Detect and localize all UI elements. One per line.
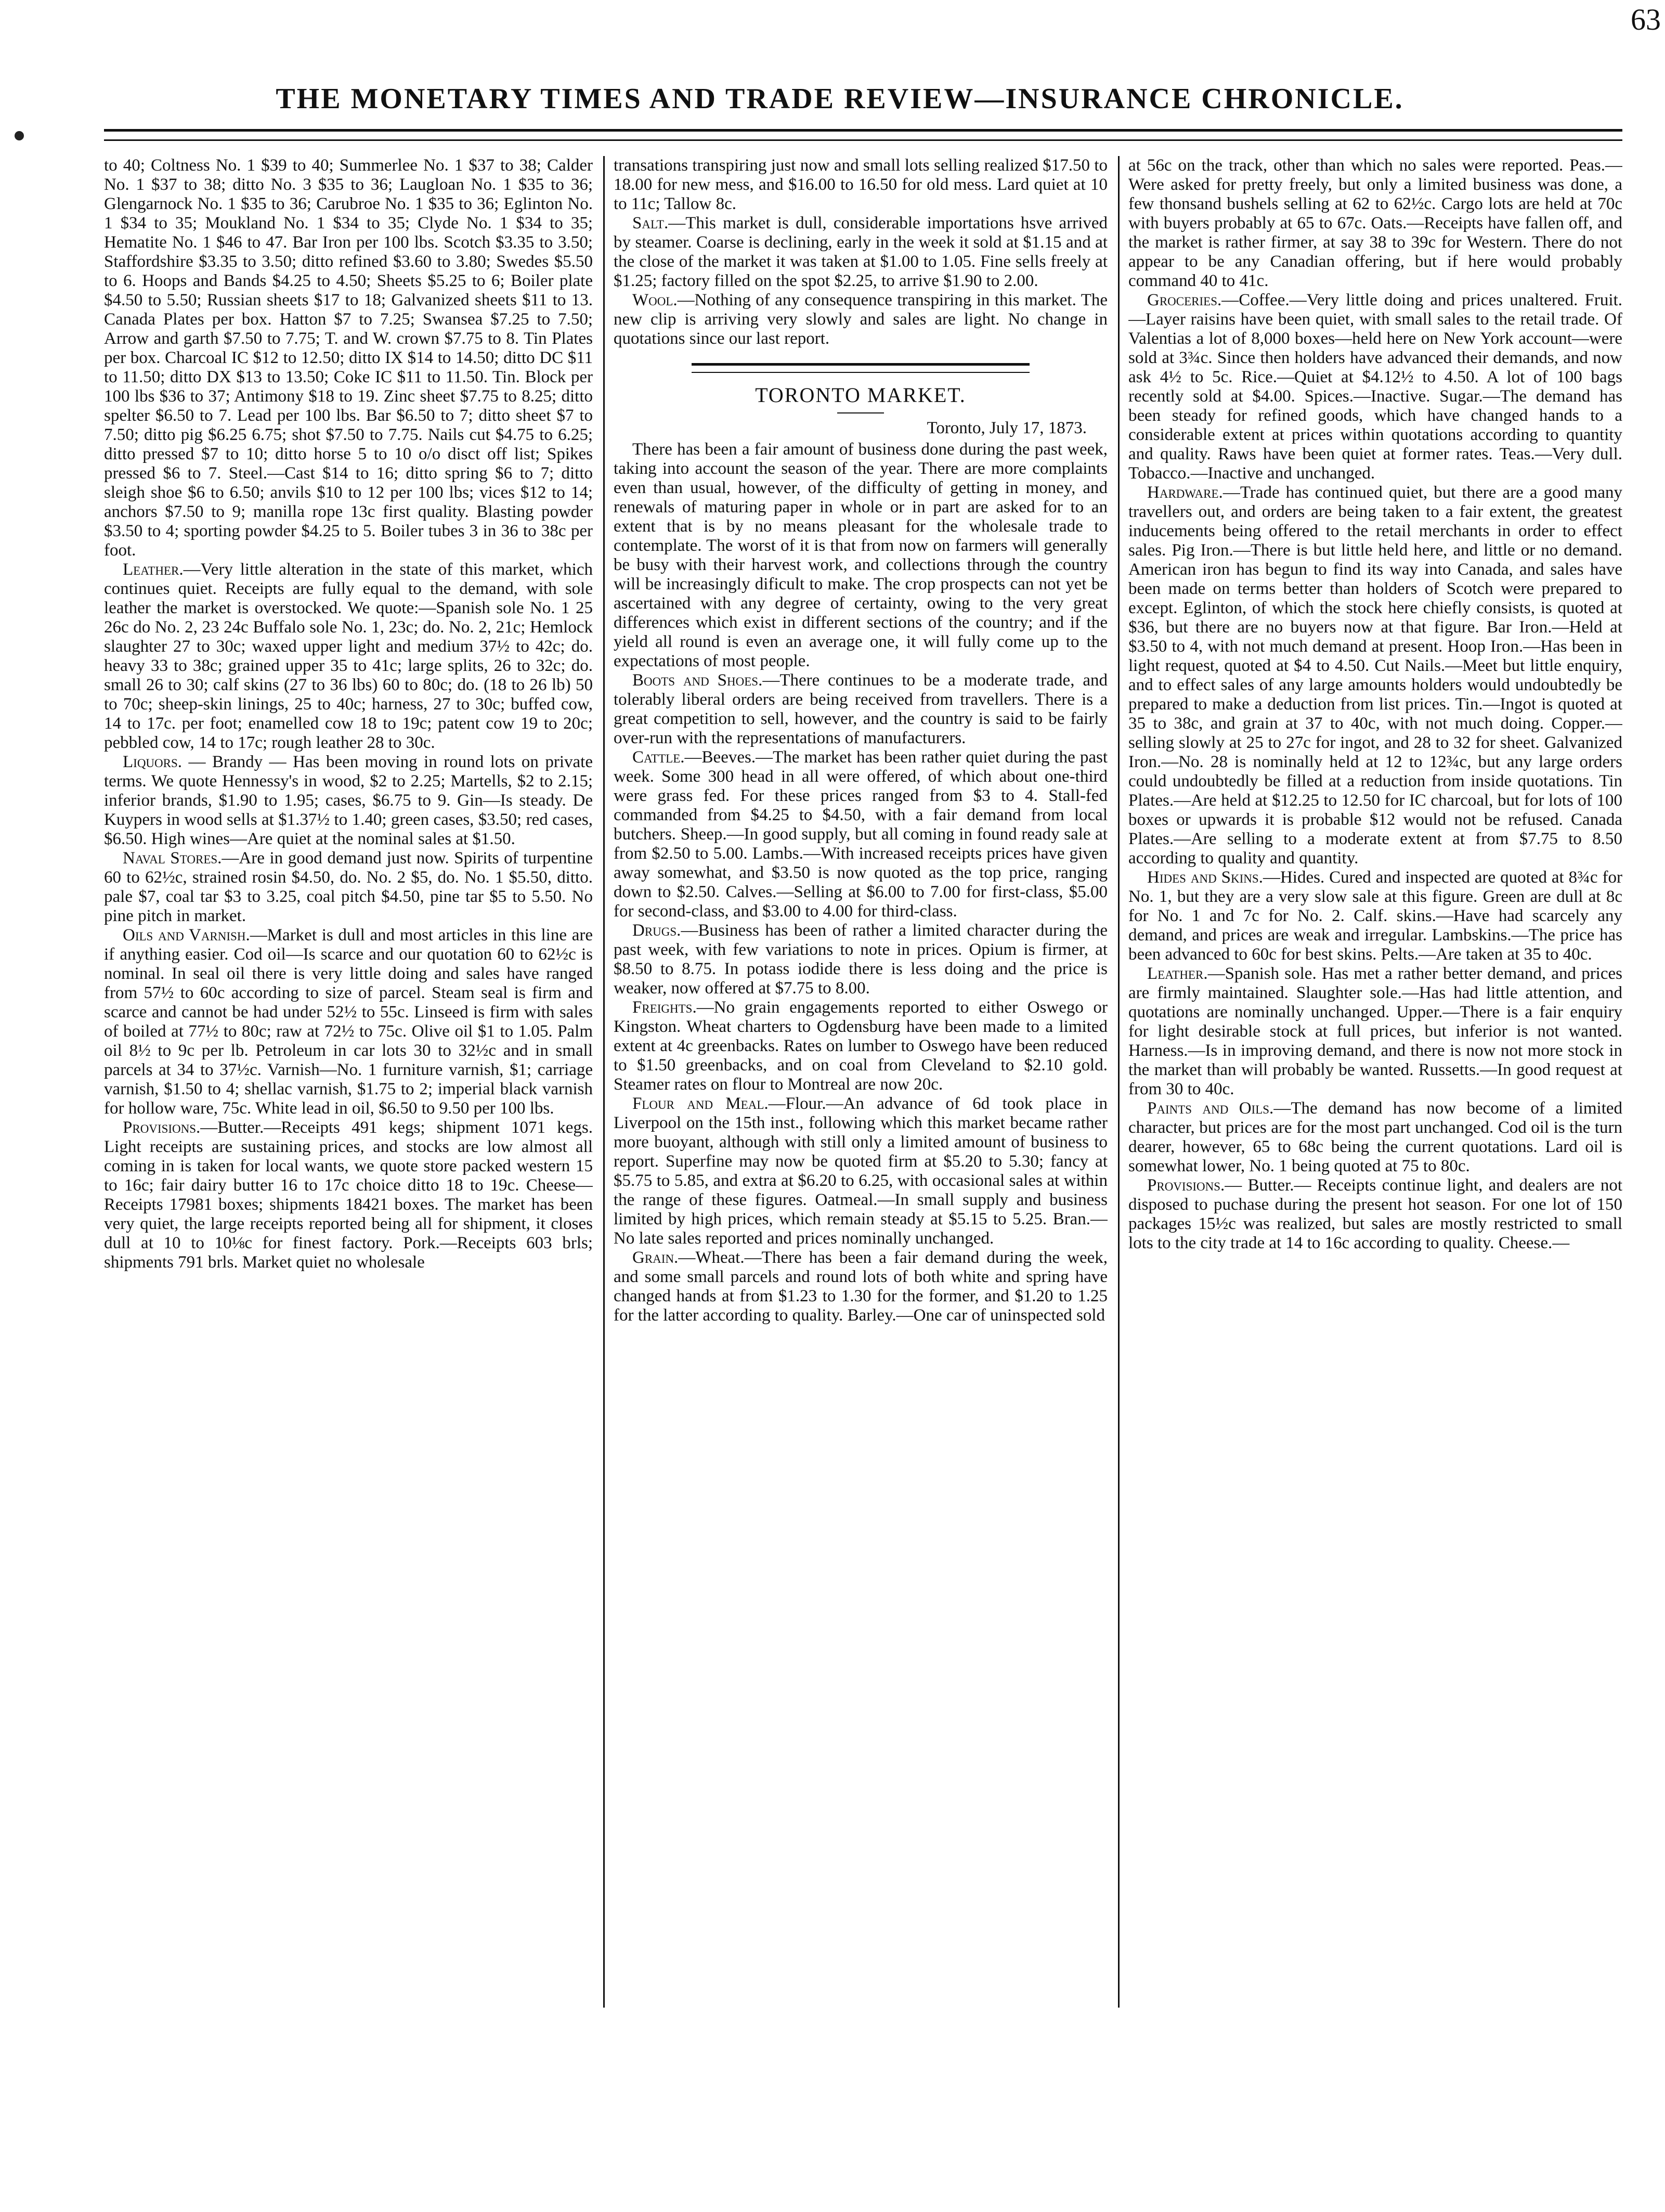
margin-mark <box>15 131 24 140</box>
section-lead: Leather. <box>1147 964 1208 983</box>
page-header <box>104 78 1576 120</box>
drugs-paragraph <box>614 921 1108 998</box>
paragraph-text: —Coffee.—Very little doing and prices unaltered. Fruit.—Layer raisins have been quiet, with small sales to the retail trade. Of Valentias a lot of 8,000 boxes—held here on New York account—were sold at 3¾c. Since then holders have advanced their demands, and now ask 4½ to 5c. Rice.—Quiet at $4.12½ to 4.50. A lot of 100 bags recently sold at $4.00. Spices.—Inactive. Sugar.—The demand has been steady for refined goods, which have changed hands to a considerable extent at prices within quotations according to quantity and quality. Raws have been quiet at former rates. Teas.—Very dull. Tobacco.—Inactive and unchanged. <box>1128 291 1622 483</box>
paragraph-text: —Butter.—Receipts 491 kegs; shipment 1071 kegs. Light receipts are sustaining prices, and stocks are low almost all coming in is taken for local wants, we quote store packed western 15 to 16c; fair dairy butter 16 to 17c choice ditto 18 to 19c. Cheese—Receipts 17981 boxes; shipments 18421 boxes. The market has been very quiet, the large receipts reported being all for shipment, it closes dull at 10 to 10⅛c for finest factory. Pork.—Receipts 603 brls; shipments 791 brls. Market quiet no wholesale <box>104 1118 593 1272</box>
section-lead: Hides and Skins. <box>1147 868 1263 887</box>
paragraph-text: —No grain engagements reported to either Oswego or Kingston. Wheat charters to Ogdensburg have been made to a limited extent at 4c greenbacks. Rates on lumber to Oswego have been reduced to $1.50 greenbacks, and on coal from Cleveland to $2.10 gold. Steamer rates on flour to Montreal are now 20c. <box>614 998 1108 1094</box>
header-rule-thick <box>104 129 1622 132</box>
section-lead: Provisions. <box>123 1118 201 1137</box>
paragraph-text: —Very little alteration in the state of this market, which continues quiet. Receipts are fully equal to the demand, with sole leather the market is overstocked. We quote:—Spanish sole No. 1 25 26c do No. 2, 23 24c Buffalo sole No. 1, 23c; do. No. 2, 21c; Hemlock slaughter 27 to 30c; waxed upper light and medium 37½ to 42c; do. heavy 33 to 38c; grained upper 35 to 41c; large splits, 26 to 32c; do. small 26 to 30; calf skins (27 to 36 lbs) 60 to 80c; do. (18 to 26 lb) 50 to 70c; sheep-skin linings, 25 to 40c; harness, 27 to 30c; buffed cow, 14 to 17c. per foot; enamelled cow 18 to 19c; patent cow 19 to 20c; pebbled cow, 14 to 17c; rough leather 28 to 30c. <box>104 560 593 752</box>
section-lead: Flour and Meal. <box>632 1094 769 1113</box>
dateline: Toronto, July 17, 1873. <box>927 419 1087 437</box>
paragraph-text: —Spanish sole. Has met a rather better demand, and prices are firmly maintained. Slaughter sole.—Has had little attention, and quotations are nominally unchanged. Upper.—There is a fair enquiry for light desirable stock at full prices, but inferior is not wanted. Harness.—Is in improving demand, and there is now not more stock in the market than will probably be wanted. Russetts.—In good request at from 30 to 40c. <box>1128 964 1622 1098</box>
paragraph-text: — Butter.— Receipts continue light, and dealers are not disposed to puchase during the present hot season. For one lot of 150 packages 15½c was realized, but sales are mostly restricted to small lots to the city trade at 14 to 16c according to quality. Cheese.— <box>1128 1176 1622 1252</box>
paragraph-text: —Hides. Cured and inspected are quoted at 8¾c for No. 1, but they are a very slow sale at this figure. Green are dull at 8c for No. 1 and 7c for No. 2. Calf. skins.—Have had scarcely any demand, and prices are weak and irregular. Lambskins.—The price has been advanced to 60c for best skins. Pelts.—Are taken at 35 to 40c. <box>1128 868 1622 964</box>
section-lead: Boots and Shoes. <box>632 671 763 690</box>
hides-skins-paragraph <box>1128 868 1622 964</box>
liquors-paragraph <box>104 753 593 849</box>
salt-paragraph <box>614 214 1108 291</box>
paragraph-text: —Wheat.—There has been a fair demand during the week, and some small parcels and round lots of both white and spring have changed hands at from $1.23 to 1.30 for the former, and $1.20 to 1.25 for the latter according to quality. Barley.—One car of uninspected sold <box>614 1248 1108 1325</box>
section-divider <box>692 363 1030 373</box>
oils-varnish-paragraph <box>104 926 593 1118</box>
grain-paragraph <box>614 1248 1108 1325</box>
freights-paragraph <box>614 998 1108 1094</box>
column-divider <box>1118 156 1120 2008</box>
column-middle <box>614 156 1108 2008</box>
naval-stores-paragraph <box>104 849 593 926</box>
groceries-paragraph <box>1128 291 1622 483</box>
page-number: 63 <box>1631 3 1661 36</box>
section-title: TORONTO MARKET. <box>755 383 966 407</box>
paragraph-text: —Flour.—An advance of 6d took place in Liverpool on the 15th inst., following which this market became rather more buoyant, although with still only a limited amount of business to report. Superfine may now be quoted firm at $5.20 to 5.30; fancy at $5.75 to 5.85, and extra at $6.20 to 6.25, with occasional sales at within the range of these figures. Oatmeal.—In small supply and business limited by high prices, which remain steady at $5.15 to 5.25. Bran.—No late sales reported and prices nominally unchanged. <box>614 1094 1108 1248</box>
paragraph-text: —Trade has continued quiet, but there are a good many travellers out, and orders are being taken to a fair extent, the greatest inducements being offered to the retail merchants in order to effect sales. Pig Iron.—There is but little held here, and little or no demand. American iron has begun to find its way into Canada, and sales have been made on terms better than holders of Scotch were prepared to except. Eglinton, of which the stock here chiefly consists, is quoted at $36, but there are no buyers now at that figure. Bar Iron.—Held at $3.50 to 4, with not much demand at present. Hoop Iron.—Has been in light request, quoted at $4 to 4.50. Cut Nails.—Meet but little enquiry, and to effect sales of any large amounts holders would undoubtedly be prepared to make a deduction from list prices. Tin.—Ingot is quoted at 35 to 38c, and grain at 37 to 40c, with not much doing. Copper.—selling slowly at 25 to 27c for ingot, and 28 to 32 for sheet. Galvanized Iron.—No. 28 is nominally held at 12 to 12¾c, but any large orders could undoubtedly be filled at a reduction from inside quotations. Tin Plates.—Are held at $12.25 to 12.50 for IC charcoal, but for lots of 100 boxes or upwards it is probable $12 would not be refused. Canada Plates.—Are selling to a moderate extent at from $7.75 to 8.50 according to quality and quantity. <box>1128 483 1622 868</box>
boots-shoes-paragraph <box>614 671 1108 748</box>
section-lead: Groceries. <box>1147 291 1222 309</box>
paragraph-text: —The demand has now become of a limited character, but prices are for the most part unchanged. Cod oil is the turn dearer, however, 65 to 68c being the current quotations. Lard oil is somewhat lower, No. 1 being quoted at 75 to 80c. <box>1128 1099 1622 1175</box>
hardware-paragraph <box>1128 483 1622 868</box>
paragraph-text: —Market is dull and most articles in this line are if anything easier. Cod oil—Is scarce and our quotation 60 to 62½c is nominal. In seal oil there is very little doing and sales have ranged from 57½ to 60c according to size of parcel. Steam seal is firm and scarce and cannot be had under 52½ to 55c. Linseed is firm with sales of boiled at 77½ to 80c; raw at 72½ to 75c. Olive oil $1 to 1.05. Palm oil 8½ to 9c per lb. Petroleum in car lots 30 to 32½c and in small parcels at 34 to 37½c. Varnish—No. 1 furniture varnish, $1; carriage varnish, $1.50 to 4; shellac varnish, $1.75 to 2; imperial black varnish for hollow ware, 75c. White lead in oil, $6.50 to 9.50 per 100 lbs. <box>104 926 593 1118</box>
paragraph-text: —Nothing of any consequence transpiring in this market. The new clip is arriving very slowly and sales are light. No change in quotations since our last report. <box>614 291 1108 348</box>
iron-prices-paragraph: to 40; Coltness No. 1 $39 to 40; Summerlee No. 1 $37 to 38; Calder No. 1 $37 to 38; ditto No. 3 $35 to 36; Laugloan No. 1 $35 to 36; Glengarnock No. 1 $35 to 36; Carubroe No. 1 $35 to 36; Eglinton No. 1 $34 to 35; Moukland No. 1 $34 to 35; Clyde No. 1 $34 to 35; Hematite No. 1 $46 to 47. Bar Iron per 100 lbs. Scotch $3.35 to 3.50; Staffordshire $3.35 to 3.50; ditto refined $3.60 to 3.80; Swedes $5.50 to 6. Hoops and Bands $4.25 to 4.50; Sheets $5.25 to 6; Boiler plate $4.50 to 5.50; Russian sheets $17 to 18; Galvanized sheets $11 to 13. Canada Plates per box. Hatton $7 to 7.25; Swansea $7.25 to 7.50; Arrow and garth $7.50 to 7.75; T. and W. crown $7.75 to 8. Tin Plates per box. Charcoal IC $12 to 12.50; ditto IX $14 to 14.50; ditto DC $11 to 11.50; ditto DX $13 to 13.50; Coke IC $11 to 11.50. Tin. Block per 100 lbs $36 to 37; Antimony $18 to 19. Zinc sheet $7.75 to 8.25; ditto spelter $6.50 to 7. Lead per 100 lbs. Bar $6.50 to 7; ditto sheet $7 to 7.50; ditto pig $6.25 6.75; shot $7.50 to 7.75. Nails cut $4.75 to 6.25; ditto pressed $7 to 10; ditto horse 5 to 10 o/o disct off list; Spikes pressed $6 to 7. Steel.—Cast $14 to 16; ditto spring $6 to 7; ditto sleigh shoe $6 to 6.50; anvils $10 to 12 per 100 lbs; vices $12 to 14; anchors $7.50 to 9; manilla rope 13c first quality. Blasting powder $3.50 to 4; sporting powder $4.25 to 5. Boiler tubes 3 in 36 to 38c per foot. <box>104 156 593 560</box>
pork-continued-paragraph: transations transpiring just now and small lots selling realized $17.50 to 18.00 for new mess, and $16.00 to 16.50 for old mess. Lard quiet at 10 to 11c; Tallow 8c. <box>614 156 1108 213</box>
paragraph-text: —There continues to be a moderate trade, and tolerably liberal orders are being received from travellers. There is a great competition to sell, however, and the country is said to be fairly over-run with the representations of manufacturers. <box>614 671 1108 747</box>
paragraph-text: — Brandy — Has been moving in round lots on private terms. We quote Hennessy's in wood, $2 to 2.25; Martells, $2 to 2.15; inferior brands, $1.90 to 1.95; cases, $6.75 to 9. Gin—Is steady. De Kuypers in wood sells at $1.37½ to 1.40; green cases, $3.50; red cases, $6.50. High wines—Are quiet at the nominal sales at $1.50. <box>104 753 593 848</box>
paints-oils-paragraph <box>1128 1099 1622 1176</box>
journal-title: THE MONETARY TIMES AND TRADE REVIEW—INSURANCE CHRONICLE. <box>276 83 1404 115</box>
column-divider <box>603 156 605 2008</box>
grain-continued-paragraph: at 56c on the track, other than which no sales were reported. Peas.—Were asked for pretty freely, but only a limited business was done, a few thonsand bushels selling at 62 to 62½c. Cargo lots are held at 70c with buyers probably at 65 to 67c. Oats.—Receipts have fallen off, and the market is rather firmer, at say 38 to 39c for Western. There do not appear to be any Canadian offering, but if here would probably command 40 to 41c. <box>1128 156 1622 290</box>
paragraph-text: —Beeves.—The market has been rather quiet during the past week. Some 300 head in all were offered, of which about one-third were grass fed. For these prices ranged from $3 to 4. Stall-fed commanded from $4.25 to $4.50, with a fair demand from local butchers. Sheep.—In good supply, but all coming in found ready sale at from $2.50 to 5.00. Lambs.—With increased receipts prices have given away somewhat, and $3.50 is now quoted as the top price, ranging down to $2.50. Calves.—Selling at $6.00 to 7.00 for first-class, $5.00 for second-class, and $3.00 to 4.00 for third-class. <box>614 748 1108 921</box>
section-lead: Liquors. <box>123 753 183 771</box>
section-lead: Naval Stores. <box>123 849 222 868</box>
section-lead: Drugs. <box>632 921 681 940</box>
provisions-paragraph <box>1128 1176 1622 1253</box>
section-lead: Grain. <box>632 1248 679 1267</box>
leather-paragraph <box>104 560 593 753</box>
section-lead: Paints and Oils. <box>1147 1099 1274 1118</box>
section-lead: Wool. <box>632 291 678 309</box>
provisions-paragraph <box>104 1118 593 1272</box>
section-lead: Freights. <box>632 998 697 1017</box>
section-lead: Provisions. <box>1147 1176 1225 1195</box>
section-lead: Cattle. <box>632 748 685 767</box>
header-rule-thin <box>104 139 1622 141</box>
paragraph-text: —Business has been of rather a limited character during the past week, with few variations to note in prices. Opium is firmer, at $8.50 to 8.75. In potass iodide there is less doing and the price is weaker, now offered at $7.75 to 8.00. <box>614 921 1108 998</box>
section-lead: Hardware. <box>1147 483 1223 502</box>
intro-paragraph: There has been a fair amount of business done during the past week, taking into account the season of the year. There are more complaints even than usual, however, of the difficulty of getting in money, and renewals of maturing paper in whole or in part are asked for to an extent that is by no means pleasant for the wholesale trade to contemplate. The worst of it is that from now on farmers will generally be busy with their harvest work, and collections through the country will be increasingly dificult to make. The crop prospects can not yet be ascertained with any degree of certainty, owing to the very great differences which exist in different sections of the country; and if the yield all round is even an average one, it will fully come up to the expectations of most people. <box>614 440 1108 670</box>
leather-paragraph <box>1128 964 1622 1099</box>
section-lead: Oils and Varnish. <box>123 926 250 945</box>
short-rule <box>837 412 884 413</box>
column-right <box>1128 156 1622 2008</box>
wool-paragraph <box>614 291 1108 348</box>
flour-meal-paragraph <box>614 1094 1108 1248</box>
cattle-paragraph <box>614 748 1108 921</box>
paragraph-text: —Are in good demand just now. Spirits of turpentine 60 to 62½c, strained rosin $4.50, do. No. 2 $5, do. No. 1 $5.50, ditto. pale $7, coal tar $3 to 3.25, coal pitch $4.50, pine tar $5 to 5.50. No pine pitch in market. <box>104 849 593 925</box>
section-lead: Leather. <box>123 560 184 579</box>
paragraph-text: —This market is dull, considerable importations hsve arrived by steamer. Coarse is declining, early in the week it sold at $1.15 and at the close of the market it was taken at $1.00 to 1.05. Fine sells freely at $1.25; factory filled on the spot $2.25, to arrive $1.90 to 2.00. <box>614 214 1108 290</box>
section-lead: Salt. <box>632 214 669 232</box>
column-left <box>104 156 593 2008</box>
